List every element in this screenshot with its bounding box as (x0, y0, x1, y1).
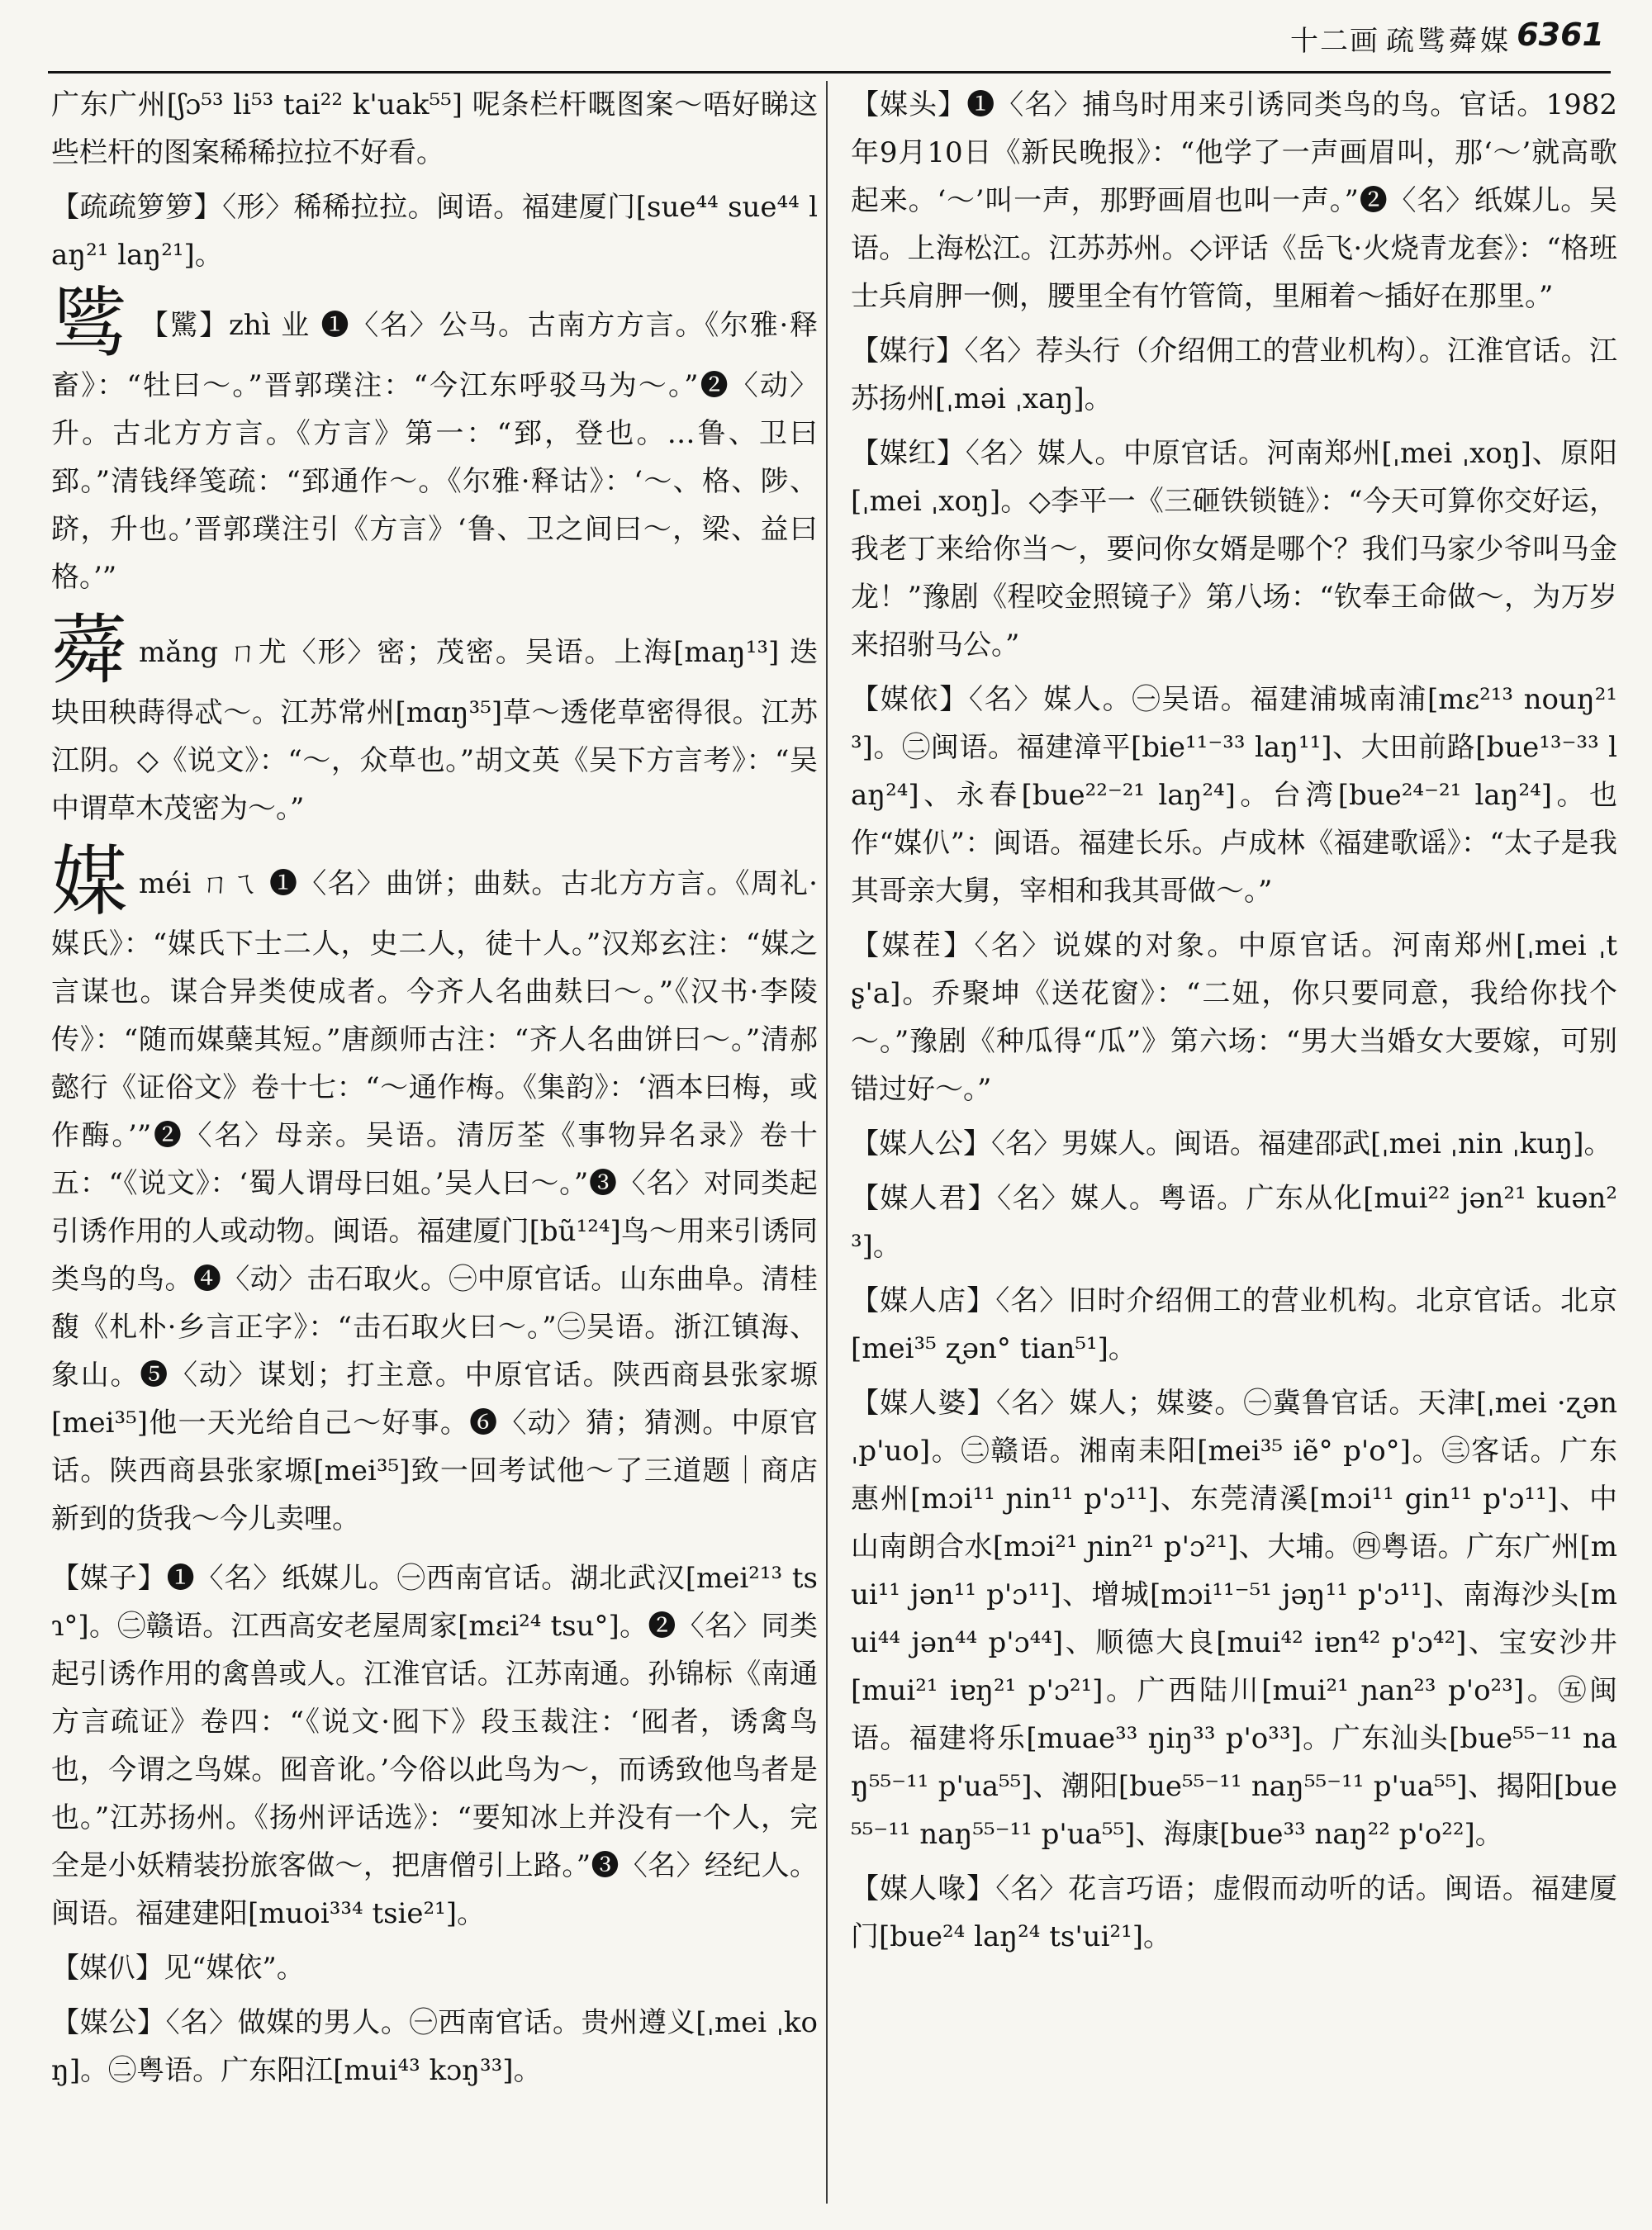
column-divider (826, 81, 828, 2204)
entry-mang (51, 606, 818, 833)
entry-mei (51, 837, 818, 1543)
header-section: 十二画 (1290, 25, 1379, 58)
entry-continuation: 广东广州[ʃɔ⁵³ li⁵³ tai²² k'uak⁵⁵] 呢条栏杆嘅图案～唔好睇这些栏杆的图案稀稀拉拉不好看。 (51, 88, 818, 169)
entry-meiba: 【媒仈】见“媒依”。 (51, 1952, 305, 1985)
entry-meicha: 【媒茬】〈名〉说媒的对象。中原官话。河南郑州[ˌmei ˌtʂ'a]。乔聚坤《送花窗》：“二妞，你只要同意，我给你找个～。”豫剧《种瓜得“瓜”》第六场：“男大当婚女大要嫁，可别错过好～。” (851, 929, 1617, 1106)
entry-zhi (51, 279, 818, 601)
left-column (51, 81, 818, 2101)
entry-meirenjun: 【媒人君】〈名〉媒人。粤语。广东从化[mui²² jən²¹ kuən²³]。 (851, 1182, 1617, 1263)
entry-zhi-text: 【騭】zhì 业 ❶〈名〉公马。古南方方言。《尔雅·释畜》：“牡曰～。”晋郭璞注：“今江东呼驳马为～。”❷〈动〉升。古北方方言。《方言》第一：“郅，登也。…鲁、卫曰郅。”清钱绎笺疏：“郅通作～。《尔雅·释诂》：‘～、格、陟、跻，升也。’晋郭璞注引《方言》‘鲁、卫之间曰～，梁、益曰格。’” (51, 309, 818, 594)
headword-zhi: 骘 (51, 279, 128, 368)
header-characters: 疏骘蕣媒 (1386, 25, 1512, 58)
entry-meigong: 【媒公】〈名〉做媒的男人。㊀西南官话。贵州遵义[ˌmei ˌkoŋ]。㊁粤语。广东阳江[mui⁴³ kɔŋ³³]。 (51, 2006, 818, 2087)
page-number: 6361 (1517, 17, 1604, 53)
headword-mang: 蕣 (51, 606, 128, 695)
entry-meizi: 【媒子】❶〈名〉纸媒儿。㊀西南官话。湖北武汉[mei²¹³ tsɿ°]。㊁赣语。江西高安老屋周家[mɛi²⁴ tsu°]。❷〈名〉同类起引诱作用的禽兽或人。江淮官话。江苏南通。孙锦标《南通方言疏证》卷四：“《说文·囮下》段玉裁注：‘囮者，诱禽鸟也，今谓之鸟媒。囮音讹。’今俗以此鸟为～，而诱致他鸟者是也。”江苏扬州。《扬州评话选》：“要知冰上并没有一个人，完全是小妖精装扮旅客做～，把唐僧引上路。”❸〈名〉经纪人。闽语。福建建阳[muoi³³⁴ tsie²¹]。 (51, 1562, 818, 1930)
entry-meinong: 【媒依】〈名〉媒人。㊀吴语。福建浦城南浦[mɛ²¹³ nouŋ²¹³]。㊁闽语。福建漳平[bie¹¹⁻³³ laŋ¹¹]、大田前路[bue¹³⁻³³ laŋ²⁴]、永春[bue²²⁻²¹ laŋ²⁴]。台湾[bue²⁴⁻²¹ laŋ²⁴]。也作“媒仈”：闽语。福建长乐。卢成林《福建歌谣》：“太子是我其哥亲大舅，宰相和我其哥做～。” (851, 683, 1617, 908)
entry-meihong: 【媒红】〈名〉媒人。中原官话。河南郑州[ˌmei ˌxoŋ]、原阳[ˌmei ˌxoŋ]。◇李平一《三砸铁锁链》：“今天可算你交好运，我老丁来给你当～，要问你女婿是哪个？我们马家少爷叫马金龙！”豫剧《程咬金照镜子》第八场：“钦奉王命做～，为万岁来招驸马公。” (851, 437, 1617, 662)
entry-meihang: 【媒行】〈名〉荐头行（介绍佣工的营业机构）。江淮官话。江苏扬州[ˌməi ˌxaŋ]。 (851, 334, 1617, 415)
right-column (851, 81, 1617, 1967)
entry-meirengong: 【媒人公】〈名〉男媒人。闽语。福建邵武[ˌmei ˌnin ˌkuŋ]。 (851, 1127, 1612, 1160)
entry-meirendian: 【媒人店】〈名〉旧时介绍佣工的营业机构。北京官话。北京[mei³⁵ ʐən° tian⁵¹]。 (851, 1284, 1617, 1365)
page-header (0, 0, 1652, 76)
entry-shushu: 【疏疏箩箩】〈形〉稀稀拉拉。闽语。福建厦门[sue⁴⁴ sue⁴⁴ laŋ²¹ laŋ²¹]。 (51, 191, 818, 272)
entry-meirenpo: 【媒人婆】〈名〉媒人；媒婆。㊀冀鲁官话。天津[ˌmei ·ʐən ˌp'uo]。㊁赣语。湘南耒阳[mei³⁵ iẽ° p'o°]。㊂客话。广东惠州[mɔi¹¹ ɲin¹¹ p'ɔ¹¹]、东莞清溪[mɔi¹¹ gin¹¹ p'ɔ¹¹]、中山南朗合水[mɔi²¹ ɲin²¹ p'ɔ²¹]、大埔。㊃粤语。广东广州[mui¹¹ jən¹¹ p'ɔ¹¹]、增城[mɔi¹¹⁻⁵¹ jəŋ¹¹ p'ɔ¹¹]、南海沙头[mui⁴⁴ jən⁴⁴ p'ɔ⁴⁴]、顺德大良[mui⁴² iɐn⁴² p'ɔ⁴²]、宝安沙井[mui²¹ iɐŋ²¹ p'ɔ²¹]。广西陆川[mui²¹ ɲan²³ p'o²³]。㊄闽语。福建将乐[muae³³ ŋiŋ³³ p'o³³]。广东汕头[bue⁵⁵⁻¹¹ naŋ⁵⁵⁻¹¹ p'ua⁵⁵]、潮阳[bue⁵⁵⁻¹¹ naŋ⁵⁵⁻¹¹ p'ua⁵⁵]、揭阳[bue⁵⁵⁻¹¹ naŋ⁵⁵⁻¹¹ p'ua⁵⁵]、海康[bue³³ naŋ²² p'o²²]。 (851, 1387, 1617, 1851)
entry-meitou: 【媒头】❶〈名〉捕鸟时用来引诱同类鸟的鸟。官话。1982年9月10日《新民晚报》：“他学了一声画眉叫，那‘～’就高歌起来。‘～’叫一声，那野画眉也叫一声。”❷〈名〉纸媒儿。吴语。上海松江。江苏苏州。◇评话《岳飞·火烧青龙套》：“格班士兵肩胛一侧，腰里全有竹管筒，里厢着～插好在那里。” (851, 88, 1617, 313)
header-rule (48, 71, 1611, 74)
headword-mei: 媒 (51, 837, 128, 926)
entry-mang-text: mǎng ㄇ尤〈形〉密；茂密。吴语。上海[maŋ¹³] 迭块田秧蒔得忒～。江苏常州[mɑŋ³⁵]草～透佬草密得很。江苏江阴。◇《说文》：“～，众草也。”胡文英《吴下方言考》：“吴中谓草木茂密为～。” (51, 636, 818, 825)
entry-mei-text: méi ㄇㄟ ❶〈名〉曲饼；曲麸。古北方方言。《周礼·媒氏》：“媒氏下士二人，史二人，徒十人。”汉郑玄注：“媒之言谋也。谋合异类使成者。今齐人名曲麸曰～。”《汉书·李陵传》：“随而媒蘖其短。”唐颜师古注：“齐人名曲饼曰～。”清郝懿行《证俗文》卷十七：“～通作梅。《集韵》：‘酒本曰梅，或作酶。’”❷〈名〉母亲。吴语。清厉荃《事物异名录》卷十五：“《说文》：‘蜀人谓母曰姐。’吴人曰～。”❸〈名〉对同类起引诱作用的人或动物。闽语。福建厦门[bũ¹²⁴]鸟～用来引诱同类鸟的鸟。❹〈动〉击石取火。㊀中原官话。山东曲阜。清桂馥《札朴·乡言正字》：“击石取火曰～。”㊁吴语。浙江镇海、象山。❺〈动〉谋划；打主意。中原官话。陕西商县张家塬[mei³⁵]他一天光给自己～好事。❻〈动〉猜；猜测。中原官话。陕西商县张家塬[mei³⁵]致一回考试他～了三道题｜商店新到的货我～今儿卖哩。 (51, 867, 818, 1535)
entry-meirenhui: 【媒人喙】〈名〉花言巧语；虚假而动听的话。闽语。福建厦门[bue²⁴ laŋ²⁴ ts'ui²¹]。 (851, 1872, 1617, 1953)
